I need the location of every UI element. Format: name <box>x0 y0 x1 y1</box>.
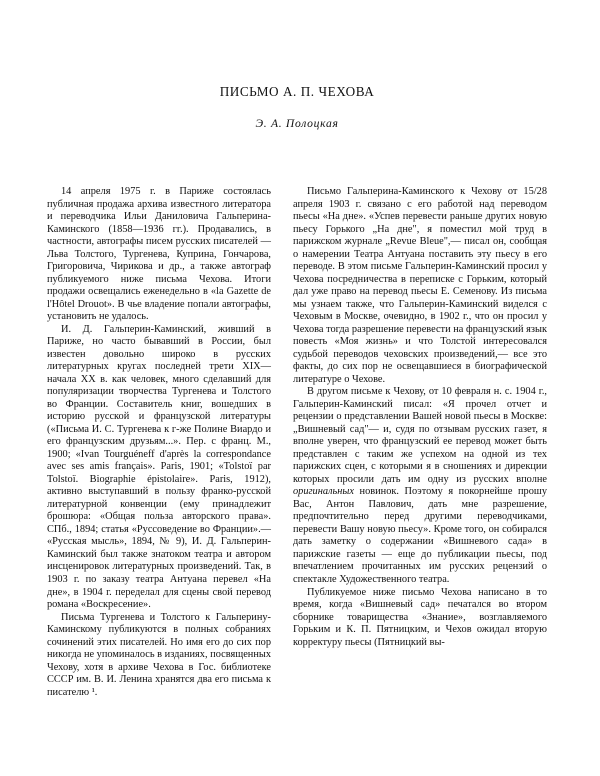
column-right <box>293 186 547 649</box>
paragraph: В другом письме к Чехову, от 10 февраля н. с. 1904 г., Гальперин-Каминский писал: «Я прочел отчет и рецензии о представлении Вашей новой пьесы в Москве: „Вишневый сад"— и, судя по отзывам русских газет, я вполне уверен, что французский ее перевод может быть представлен с таким же успехом на одной из тех парижских сцен, с которыми я в сношениях и дирекции которых просили дать им одну из русских вполне оригинальных новинок. Поэтому я покорнейше прошу Вас, Антон Павлович, дать мне разрешение, предпочтительно перед другими переводчиками, перевести Вашу новую пьесу». Кроме того, он собирался дать заметку о содержании «Вишневого сада» в парижские газеты — еще до публикации пьесы, под впечатлением прочитанных им русских рецензий о спектакле Художественного театра. <box>293 386 547 585</box>
page-title: ПИСЬМО А. П. ЧЕХОВА <box>219 84 375 99</box>
paragraph: Письма Тургенева и Толстого к Гальперину-Каминскому публикуются в полных собраниях сочинений этих писателей. Но имя его до сих пор никогда не упоминалось в изданиях, посвященных Чехову, хотя в архиве Чехова в Гос. библиотеке СССР им. В. И. Ленина хранятся два его письма к писателю ¹. <box>47 611 271 698</box>
paragraph: Публикуемое ниже письмо Чехова написано в то время, когда «Вишневый сад» печатался во втором сборнике товарищества «Знание», возглавляемого Горьким и К. П. Пятницким, и Чехов ожидал вторую корректуру пьесы (Пятницкий вы- <box>293 586 547 648</box>
paragraph: 14 апреля 1975 г. в Париже состоялась публичная продажа архива известного литератора и переводчика Ильи Даниловича Гальперина-Каминского (1858—1936 гг.). Продавались, в частности, автографы писем русских писателей — Льва Толстого, Тургенева, Куприна, Гончарова, Григоровича, Чирикова и др., а также автограф публикуемого ниже письма Чехова. Итоги продажи освещались еженедельно в «la Gazette de l'Hôtel Drouot». В чье владение попали автографы, установить не удалось. <box>47 186 271 323</box>
body-columns <box>47 186 547 752</box>
author-byline: Э. А. Полоцкая <box>255 116 339 130</box>
heading-block <box>47 84 547 131</box>
paragraph: Письмо Гальперина-Каминского к Чехову от 15/28 апреля 1903 г. связано с его работой над переводом пьесы «На дне». «Успев перевести раньше других новую пьесу Горького „На дне", я поместил мой труд в парижском журнале „Revue Bleue",— писал он, сообщая о намерении Театра Антуана поставить эту пьесу в его переводе. В этом письме Гальперин-Каминский просил у Чехова посредничества в переписке с Горьким, который дал уже право на перевод пьесы Е. Семенову. Из письма мы узнаем также, что Гальперин-Каминский виделся с Чеховым в Москве, очевидно, в 1902 г., что он просил у Чехова тогда разрешение перевести на французский язык повесть «Моя жизнь» и что Толстой интересовался судьбой переводов чеховских произведений,— все это факты, до сих пор не освещавшиеся в биографической литературе о Чехове. <box>293 186 547 385</box>
column-left <box>47 186 271 699</box>
paragraph: И. Д. Гальперин-Каминский, живший в Париже, но часто бывавший в России, был известен довольно широко в русских литературных кругах последней трети XIX— начала XX в. как человек, много сделавший для популяризации творчества Тургенева и Толстого во Франции. Составитель книг, вошедших в историю русской и французской литературы («Письма И. С. Тургенева к г-же Полине Виардо и его французским друзьям...». Пер. с франц. М., 1900; «Ivan Tourguéneff d'après la correspondance avec ses amis français». Paris, 1901; «Tolstoï par Tolstoï. Biographie épistolaire». Paris, 1912), активно выступавший в пользу франко-русской литературной конвенции (ему принадлежит брошюра: «Общая польза авторского права». СПб., 1894; статья «Руссоведение во Франции».— «Русская мысль», 1894, № 9), И. Д. Гальперин-Каминский был также знатоком театра и автором инсценировок литературных произведений. Так, в 1903 г. по заказу театра Антуана перевел «На дне», в 1904 г. переделал для сцены свой перевод романа «Воскресение». <box>47 323 271 611</box>
emphasis-text: оригинальных <box>293 486 354 498</box>
